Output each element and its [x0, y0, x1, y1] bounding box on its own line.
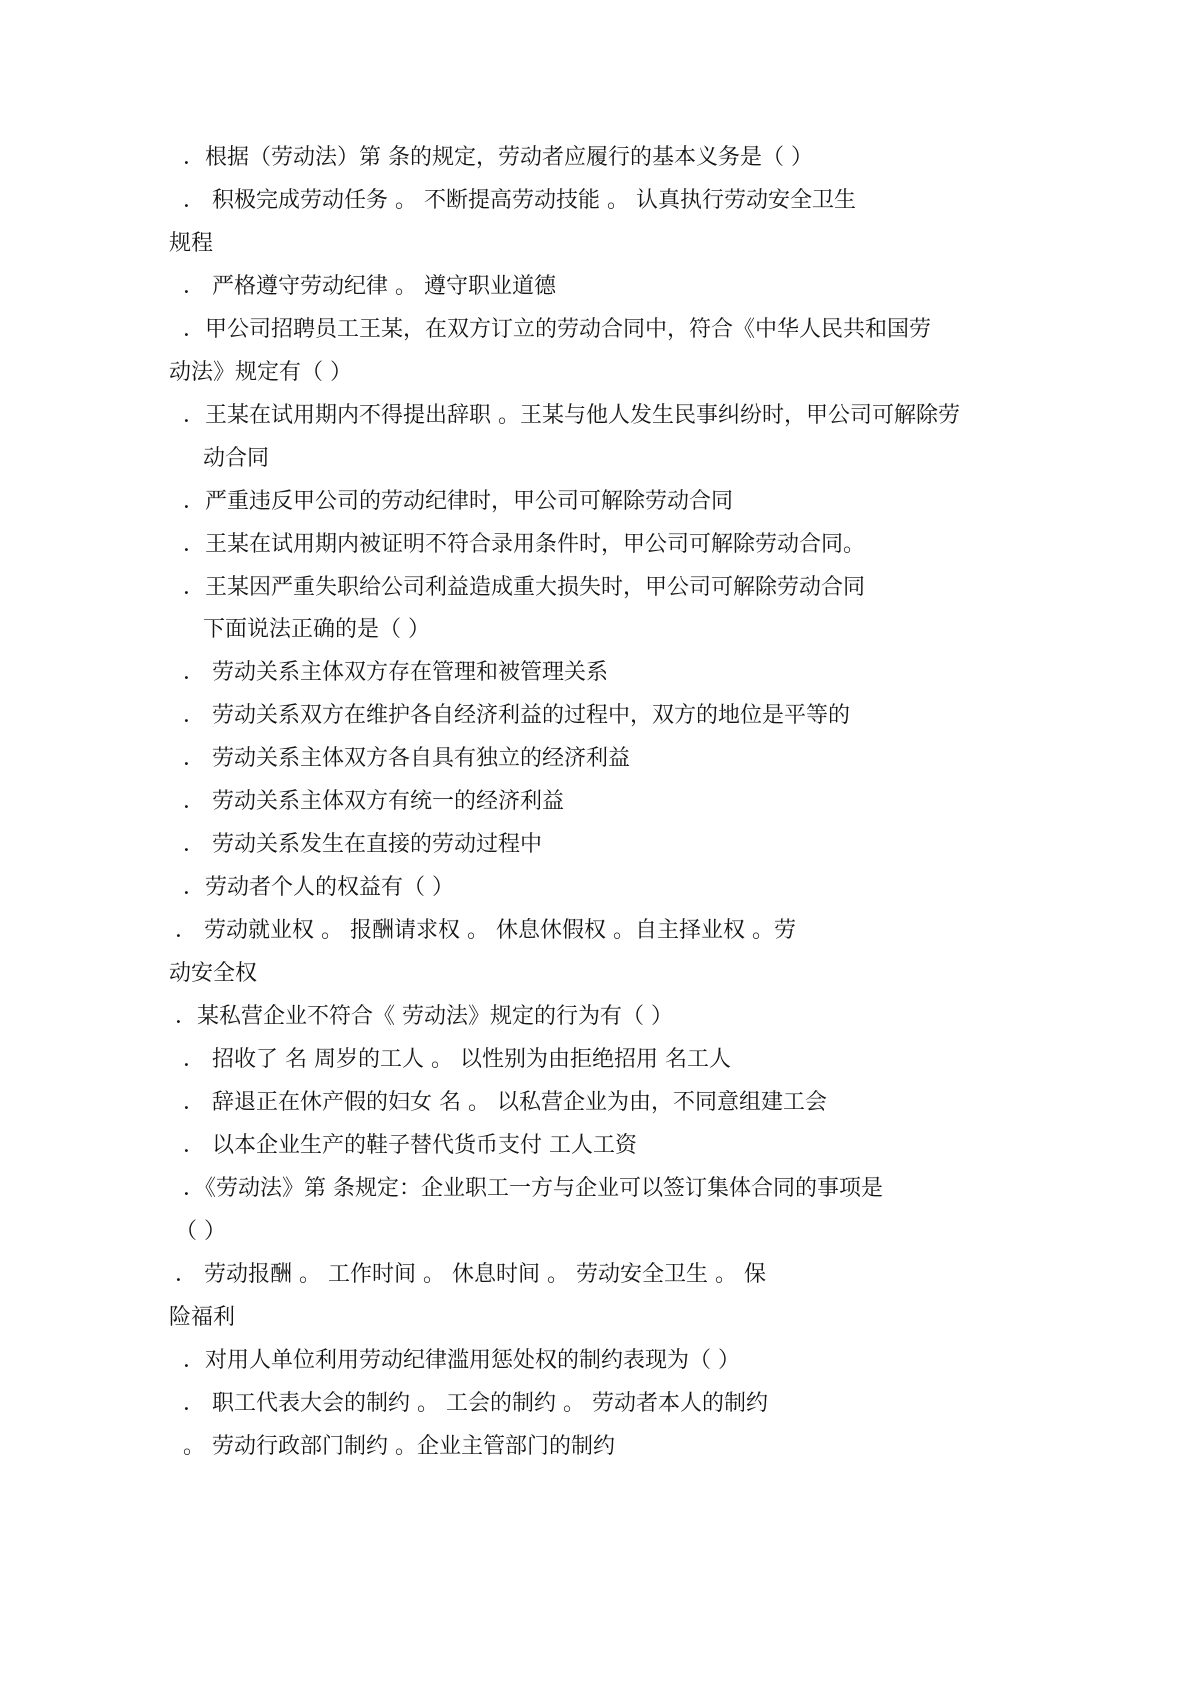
q2-option-a-wrap: 动合同 — [203, 446, 270, 471]
q1-options-wrap: 规程 — [169, 231, 214, 256]
q4-options: ． 劳动就业权 。 报酬请求权 。 休息休假权 。自主择业权 。劳 — [175, 918, 796, 943]
q6-stem: ．《劳动法》第 条规定：企业职工一方与企业可以签订集体合同的事项是 — [183, 1176, 883, 1201]
q7-options-line-1: ． 职工代表大会的制约 。 工会的制约 。 劳动者本人的制约 — [183, 1391, 768, 1416]
q3-option-a: ． 劳动关系主体双方存在管理和被管理关系 — [183, 660, 608, 685]
q1-options-line-1: ． 积极完成劳动任务 。 不断提高劳动技能 。 认真执行劳动安全卫生 — [183, 188, 856, 213]
q5-options-line-2: ． 辞退正在休产假的妇女 名 。 以私营企业为由，不同意组建工会 — [183, 1090, 827, 1115]
q2-option-c: ．严重违反甲公司的劳动纪律时，甲公司可解除劳动合同 — [183, 489, 734, 514]
q2-stem: ．甲公司招聘员工王某，在双方订立的劳动合同中，符合《中华人民共和国劳 — [183, 317, 932, 342]
q3-option-d: ． 劳动关系主体双方有统一的经济利益 — [183, 789, 564, 814]
q2-stem-wrap: 动法》规定有（ ） — [169, 360, 352, 385]
q4-stem: ．劳动者个人的权益有（ ） — [183, 875, 454, 900]
q1-stem: ．根据（劳动法）第 条的规定，劳动者应履行的基本义务是（ ） — [183, 145, 813, 170]
q3-option-b: ． 劳动关系双方在维护各自经济利益的过程中，双方的地位是平等的 — [183, 703, 850, 728]
q3-option-e: ． 劳动关系发生在直接的劳动过程中 — [183, 832, 542, 857]
q3-stem: 下面说法正确的是（ ） — [203, 617, 430, 642]
q5-options-line-3: ． 以本企业生产的鞋子替代货币支付 工人工资 — [183, 1133, 637, 1158]
q6-stem-wrap: （ ） — [175, 1219, 226, 1244]
q3-option-c: ． 劳动关系主体双方各自具有独立的经济利益 — [183, 746, 630, 771]
q4-options-wrap: 动安全权 — [169, 961, 258, 986]
q7-options-line-2: 。 劳动行政部门制约 。企业主管部门的制约 — [183, 1434, 615, 1459]
q6-options-wrap: 险福利 — [169, 1305, 236, 1330]
q5-options-line-1: ． 招收了 名 周岁的工人 。 以性别为由拒绝招用 名工人 — [183, 1047, 731, 1072]
q7-stem: ．对用人单位利用劳动纪律滥用惩处权的制约表现为（ ） — [183, 1348, 740, 1373]
q2-option-a: ．王某在试用期内不得提出辞职 。王某与他人发生民事纠纷时，甲公司可解除劳 — [183, 403, 960, 428]
q2-option-e: ．王某因严重失职给公司利益造成重大损失时，甲公司可解除劳动合同 — [183, 575, 866, 600]
q2-option-d: ．王某在试用期内被证明不符合录用条件时，甲公司可解除劳动合同。 — [183, 532, 866, 557]
q6-options: ． 劳动报酬 。 工作时间 。 休息时间 。 劳动安全卫生 。 保 — [175, 1262, 766, 1287]
q5-stem: ．某私营企业不符合《 劳动法》规定的行为有（ ） — [175, 1004, 673, 1029]
q1-options-line-2: ． 严格遵守劳动纪律 。 遵守职业道德 — [183, 274, 556, 299]
